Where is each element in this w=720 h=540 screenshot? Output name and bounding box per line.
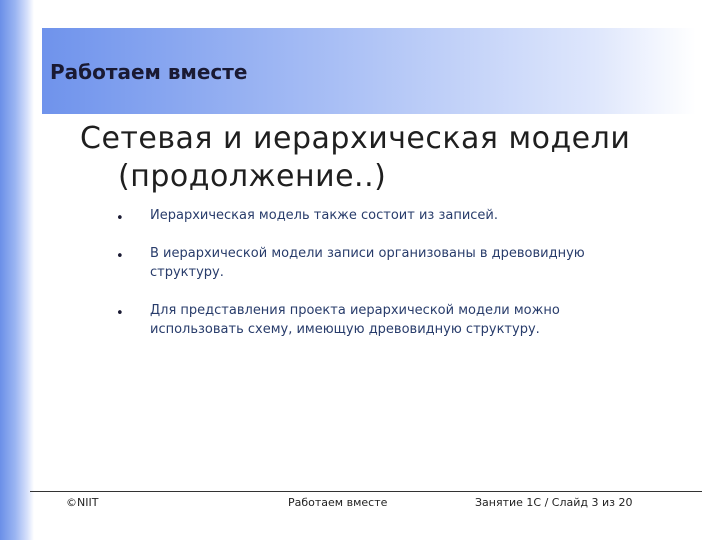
list-item: [112, 206, 652, 225]
list-item: [112, 244, 652, 282]
bullet-text: Для представления проекта иерархической модели можно использовать схему, имеющую древовидную структуру.: [150, 303, 560, 337]
bullet-icon: •: [116, 211, 124, 226]
left-gradient-bar: [0, 0, 34, 540]
slide-title-line2: (продолжение..): [118, 159, 387, 194]
bullet-text: Иерархическая модель также состоит из записей.: [150, 208, 498, 223]
slide-title-line1: Сетевая и иерархическая модели: [80, 121, 631, 156]
bullet-icon: •: [116, 306, 124, 321]
bullet-text: В иерархической модели записи организованы в древовидную структуру.: [150, 246, 585, 280]
footer-divider: [30, 491, 702, 492]
slide-title: [80, 120, 700, 196]
footer-course-title: Работаем вместе: [288, 496, 388, 509]
footer-copyright: ©NIIT: [66, 496, 99, 509]
bullet-icon: •: [116, 249, 124, 264]
list-item: [112, 301, 652, 339]
footer-slide-number: Занятие 1C / Слайд 3 из 20: [475, 496, 633, 509]
bullet-list: [112, 206, 652, 358]
header-title: Работаем вместе: [50, 60, 248, 84]
